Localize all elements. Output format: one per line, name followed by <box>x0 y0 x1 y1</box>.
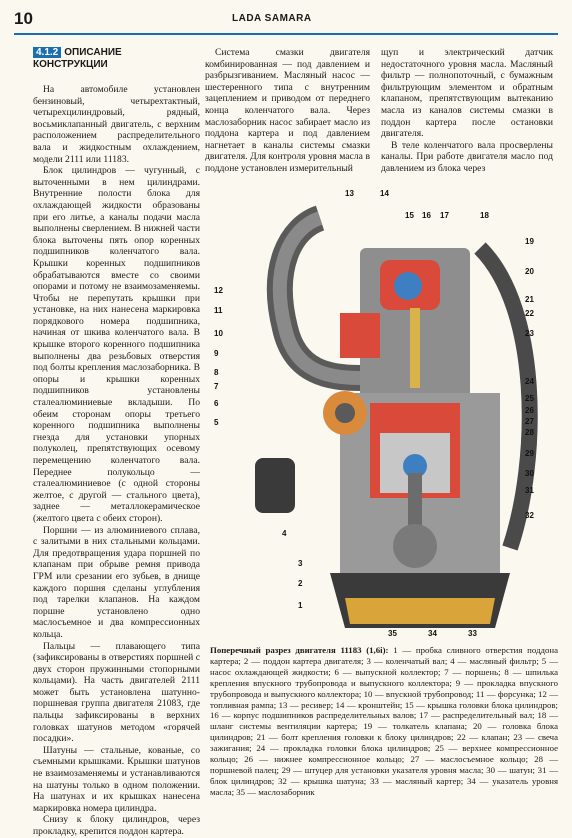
callout-18: 18 <box>480 211 489 220</box>
callout-7: 7 <box>214 382 219 391</box>
callout-31: 31 <box>525 486 534 495</box>
intake-port <box>340 313 380 358</box>
paragraph: Система смазки двигателя комбинированная — под давлением и разбрызгиванием. Масляный насос — шестеренного типа с внутренним зацеплением и приводом от переднего конца коленчатого вала. Через маслозаборник насос забирает масло из поддона картера и под давлением нагнетает в каналы системы смазки двигателя. Для контроля уровня масла в поддоне установлен измерительный <box>205 47 370 174</box>
oil-filter <box>255 458 295 513</box>
text-column-3 <box>381 47 553 175</box>
callout-22: 22 <box>525 309 534 318</box>
callout-12: 12 <box>214 286 223 295</box>
section-number: 4.1.2 <box>33 47 61 58</box>
callout-26: 26 <box>525 406 534 415</box>
section-heading <box>33 47 193 71</box>
callout-24: 24 <box>525 377 534 386</box>
paragraph: щуп и электрический датчик недостаточного уровня масла. Масляный фильтр — полнопоточный, с бумажным фильтрующим элементом и обратным клапаном, препятствующим вытеканию масла из каналов системы смазки в поддон картера после остановки двигателя. <box>381 47 553 140</box>
callout-17: 17 <box>440 211 449 220</box>
callout-3: 3 <box>298 559 303 568</box>
callout-15: 15 <box>405 211 414 220</box>
page-number: 10 <box>14 9 33 28</box>
paragraph: Блок цилиндров — чугунный, с выточенными в нем цилиндрами. Внутренние полости блока для охлаждающей жидкости образованы при его литье, а каналы подачи масла выполнены сверлением. В нижней части блока выточены пять опор коренных подшипников коленчатого вала. Крышки коренных подшипников обрабатываются вместе со своими опорами и потому не взаимозаменяемы. Чтобы не перепутать крышки при установке, на них нанесена маркировка порядкового номера подшипника, начиная от шкива коленчатого вала. В крышке второго коренного подшипника выполнены два резьбовых отверстия под болты крепления маслозаборника. В опоры и крышки коренных подшипников установлены сталеалюминиевые вкладыши. По обеим сторонам опоры третьего коренного подшипника выполнены гнезда для установки упорных полуколец, препятствующих осевому перемещению коленчатого вала. Переднее полукольцо — сталеалюминиевое (с одной стороны желтое, с другой — стального цвета), заднее — металлокерамическое (желтого цвета с обеих сторон). <box>33 165 200 524</box>
callout-2: 2 <box>298 579 303 588</box>
callout-30: 30 <box>525 469 534 478</box>
callout-23: 23 <box>525 329 534 338</box>
callout-29: 29 <box>525 449 534 458</box>
valve <box>410 308 420 388</box>
callout-25: 25 <box>525 394 534 403</box>
callout-28: 28 <box>525 428 534 437</box>
callout-21: 21 <box>525 295 534 304</box>
paragraph: На автомобиле установлен бензиновый, четырехтактный, четырехцилиндровый, рядный, восьмиклапанный двигатель, с верхним расположением распределительного вала и жидкостным охлаждением, модели 2111 или 11183. <box>33 84 200 165</box>
callout-5: 5 <box>214 418 219 427</box>
callout-8: 8 <box>214 368 219 377</box>
paragraph: Поршни — из алюминиевого сплава, с залитыми в них стальными кольцами. Для предотвращения удара поршней по клапанам при обрыве ремня привода ГРМ или срезании его зубьев, в днище каждого поршня сделаны углубления под тарелки клапанов. На каждом поршне установлено одно маслосъемное и два компрессионных кольца. <box>33 524 200 640</box>
callout-32: 32 <box>525 511 534 520</box>
caption-title: Поперечный разрез двигателя 11183 (1,6i): <box>210 645 389 655</box>
callout-1: 1 <box>298 601 303 610</box>
text-column-2 <box>205 47 370 175</box>
crankshaft <box>393 524 437 568</box>
header-rule <box>14 33 558 35</box>
paragraph: В теле коленчатого вала просверлены каналы. При работе двигателя масло под давлением из блока через <box>381 139 553 174</box>
paragraph: Шатуны — стальные, кованые, со съемными крышками. Крышки шатунов не взаимозаменяемы и устанавливаются на шатуны только в одном положении. На шатунах и их крышках нанесена маркировка номера цилиндра. <box>33 744 200 814</box>
callout-10: 10 <box>214 329 223 338</box>
paragraph: Снизу к блоку цилиндров, через прокладку, крепится поддон картера. <box>33 814 200 837</box>
callout-19: 19 <box>525 237 534 246</box>
section-title: ОПИСАНИЕ КОНСТРУКЦИИ <box>33 47 122 70</box>
callout-11: 11 <box>214 306 223 315</box>
callout-16: 16 <box>422 211 431 220</box>
figure-caption <box>210 645 558 798</box>
engine-cross-section-figure <box>210 188 555 638</box>
callout-13: 13 <box>345 189 354 198</box>
callout-20: 20 <box>525 267 534 276</box>
callout-14: 14 <box>380 189 389 198</box>
callout-27: 27 <box>525 417 534 426</box>
callout-34: 34 <box>428 629 437 638</box>
callout-4: 4 <box>282 529 287 538</box>
paragraph: Пальцы — плавающего типа (зафиксированы в отверстиях поршней с двух сторон пружинными стопорными кольцами). На часть двигателей 2111 может быть установлена шатунно-поршневая группа двигателя 21083, где пальцы зафиксированы в верхних головках шатунов методом «горячей посадки». <box>33 640 200 745</box>
camshaft <box>394 272 422 300</box>
caption-text: 1 — пробка сливного отверстия поддона картера; 2 — поддон картера двигателя; 3 — коленчатый вал; 4 — масляный фильтр; 5 — насос охлаждающей жидкости; 6 — выпускной коллектор; 7 — поршень; 8 — шпилька крепления впускного трубопровода и выпускного коллектора; 9 — прокладка впускного трубопровода и выпускного коллектора; 10 — впускной трубопровод; 11 — форсунка; 12 — топливная рампа; 13 — ресивер; 14 — кронштейн; 15 — крышка головки блока цилиндров; 16 — корпус подшипников распределительных валов; 17 — распределительный вал; 18 — шланг системы вентиляции картера; 19 — толкатель клапана; 20 — головка блока цилиндров; 21 — болт крепления головки к блоку цилиндров; 22 — клапан; 23 — свеча зажигания; 24 — прокладка головки блока цилиндров; 25 — верхнее компрессионное кольцо; 26 — нижнее компрессионное кольцо; 27 — маслосъемное кольцо; 28 — поршневой палец; 29 — штуцер для установки указателя уровня масла; 30 — шатун; 31 — блок цилиндров; 32 — крышка шатуна; 33 — масляный картер; 34 — указатель уровня масла; 35 — маслозаборник <box>210 645 558 797</box>
text-column-1 <box>33 84 200 838</box>
callout-9: 9 <box>214 349 219 358</box>
callout-6: 6 <box>214 399 219 408</box>
callout-35: 35 <box>388 629 397 638</box>
running-title: LADA SAMARA <box>232 13 312 24</box>
callout-33: 33 <box>468 629 477 638</box>
engine-oil <box>345 598 495 624</box>
